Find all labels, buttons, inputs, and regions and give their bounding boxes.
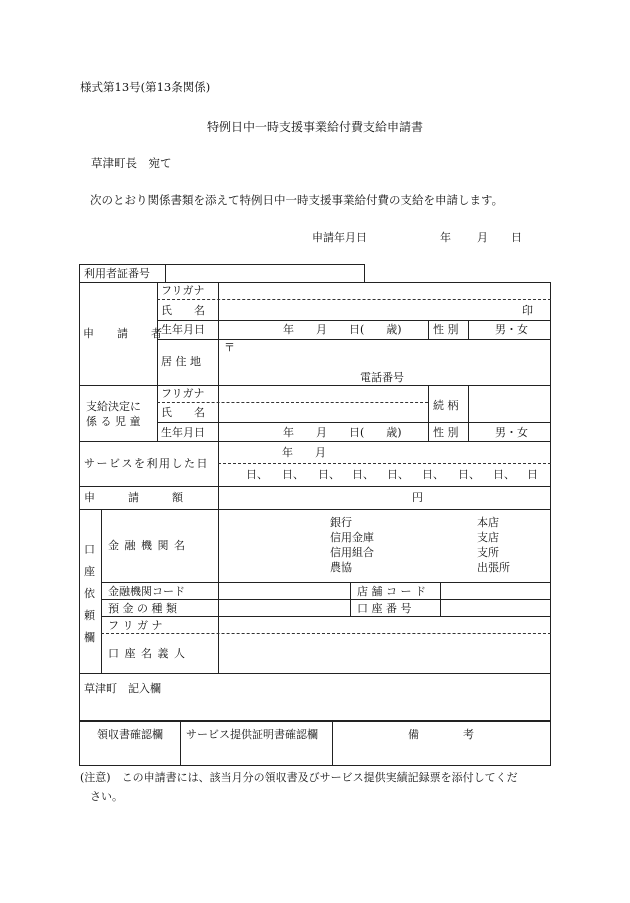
date-label: 申請年月日 <box>312 231 367 244</box>
bank-type-option: 銀行 <box>330 516 352 529</box>
addressee: 草津町長 宛て <box>91 156 172 170</box>
branch-type-option: 支所 <box>477 546 499 559</box>
child-gender-label: 性 別 <box>433 426 459 439</box>
applicant-furigana-label: フリガナ <box>161 284 205 297</box>
bank-type-option: 信用組合 <box>330 546 374 559</box>
applicant-name-label: 氏 名 <box>161 304 205 317</box>
amount-unit: 円 <box>412 491 423 504</box>
seal-mark: 印 <box>522 304 533 317</box>
branch-type-option: 出張所 <box>477 561 510 574</box>
deposit-type-label: 預 金 の 種 類 <box>108 602 177 615</box>
intro-text: 次のとおり関係書類を添えて特例日中一時支援事業給付費の支給を申請します。 <box>90 193 504 207</box>
service-cert-check-label: サービス提供証明書確認欄 <box>186 728 318 741</box>
amount-label: 申 請 額 <box>84 491 183 504</box>
applicant-gender-label: 性 別 <box>433 323 459 336</box>
bank-section-char: 座 <box>84 565 95 578</box>
user-id-input[interactable] <box>166 265 364 282</box>
bank-inst-name-label: 金 融 機 関 名 <box>108 539 186 552</box>
child-label-line2: 係 る 児 童 <box>86 415 141 428</box>
applicant-birth-format: 年 月 日( 歳) <box>283 323 402 336</box>
service-day-slot: 日、 <box>246 468 268 481</box>
bank-type-option: 信用金庫 <box>330 531 374 544</box>
date-year: 年 <box>440 231 451 244</box>
service-year-month: 年 月 <box>282 446 326 459</box>
service-day-slot: 日、 <box>493 468 515 481</box>
branch-code-label: 店 舗 コ ー ド <box>357 585 426 598</box>
child-name-label: 氏 名 <box>161 406 205 419</box>
child-birth-label: 生年月日 <box>161 426 205 439</box>
service-dates-label: サービスを利用した日 <box>84 457 209 470</box>
service-day-slot: 日、 <box>387 468 409 481</box>
form-title: 特例日中一時支援事業給付費支給申請書 <box>207 120 424 134</box>
bank-section-char: 口 <box>84 543 95 556</box>
child-birth-format: 年 月 日( 歳) <box>283 426 402 439</box>
child-label-line1: 支給決定に <box>86 400 141 413</box>
user-id-label: 利用者証番号 <box>84 267 150 280</box>
bank-section-char: 欄 <box>84 631 95 644</box>
bank-section-char: 依 <box>84 587 95 600</box>
service-day-slot: 日、 <box>458 468 480 481</box>
service-day-slot: 日、 <box>422 468 444 481</box>
applicant-label: 申 請 者 <box>83 327 168 340</box>
town-entry-label: 草津町 記入欄 <box>84 682 161 695</box>
branch-type-option: 支店 <box>477 531 499 544</box>
phone-label: 電話番号 <box>360 371 404 384</box>
applicant-gender-options: 男・女 <box>495 323 528 336</box>
note-line1: (注意) この申請書には、該当月分の領収書及びサービス提供実績記録票を添付してくだ <box>80 771 518 784</box>
service-day-slot: 日、 <box>352 468 374 481</box>
postal-mark: 〒 <box>224 341 235 354</box>
receipt-check-label: 領収書確認欄 <box>97 728 163 741</box>
service-day-slot: 日、 <box>318 468 340 481</box>
service-day-slot: 日 <box>527 468 538 481</box>
child-furigana-label: フリガナ <box>161 387 205 400</box>
child-gender-options: 男・女 <box>495 426 528 439</box>
applicant-birth-label: 生年月日 <box>161 323 205 336</box>
account-number-label: 口 座 番 号 <box>357 602 412 615</box>
form-number: 様式第13号(第13条関係) <box>80 80 211 94</box>
date-month: 月 <box>477 231 488 244</box>
bank-inst-code-label: 金融機関コード <box>108 585 185 598</box>
branch-type-option: 本店 <box>477 516 499 529</box>
account-holder-label: 口 座 名 義 人 <box>108 647 186 660</box>
bank-furigana-label: フ リ ガ ナ <box>108 619 163 632</box>
date-day: 日 <box>511 231 522 244</box>
child-relation-label: 続 柄 <box>433 399 459 412</box>
bank-section-char: 頼 <box>84 609 95 622</box>
bank-type-option: 農協 <box>330 561 352 574</box>
service-day-slot: 日、 <box>282 468 304 481</box>
note-line2: さい。 <box>90 790 123 803</box>
applicant-address-label: 居 住 地 <box>161 355 201 368</box>
remarks-label: 備 考 <box>408 728 474 741</box>
